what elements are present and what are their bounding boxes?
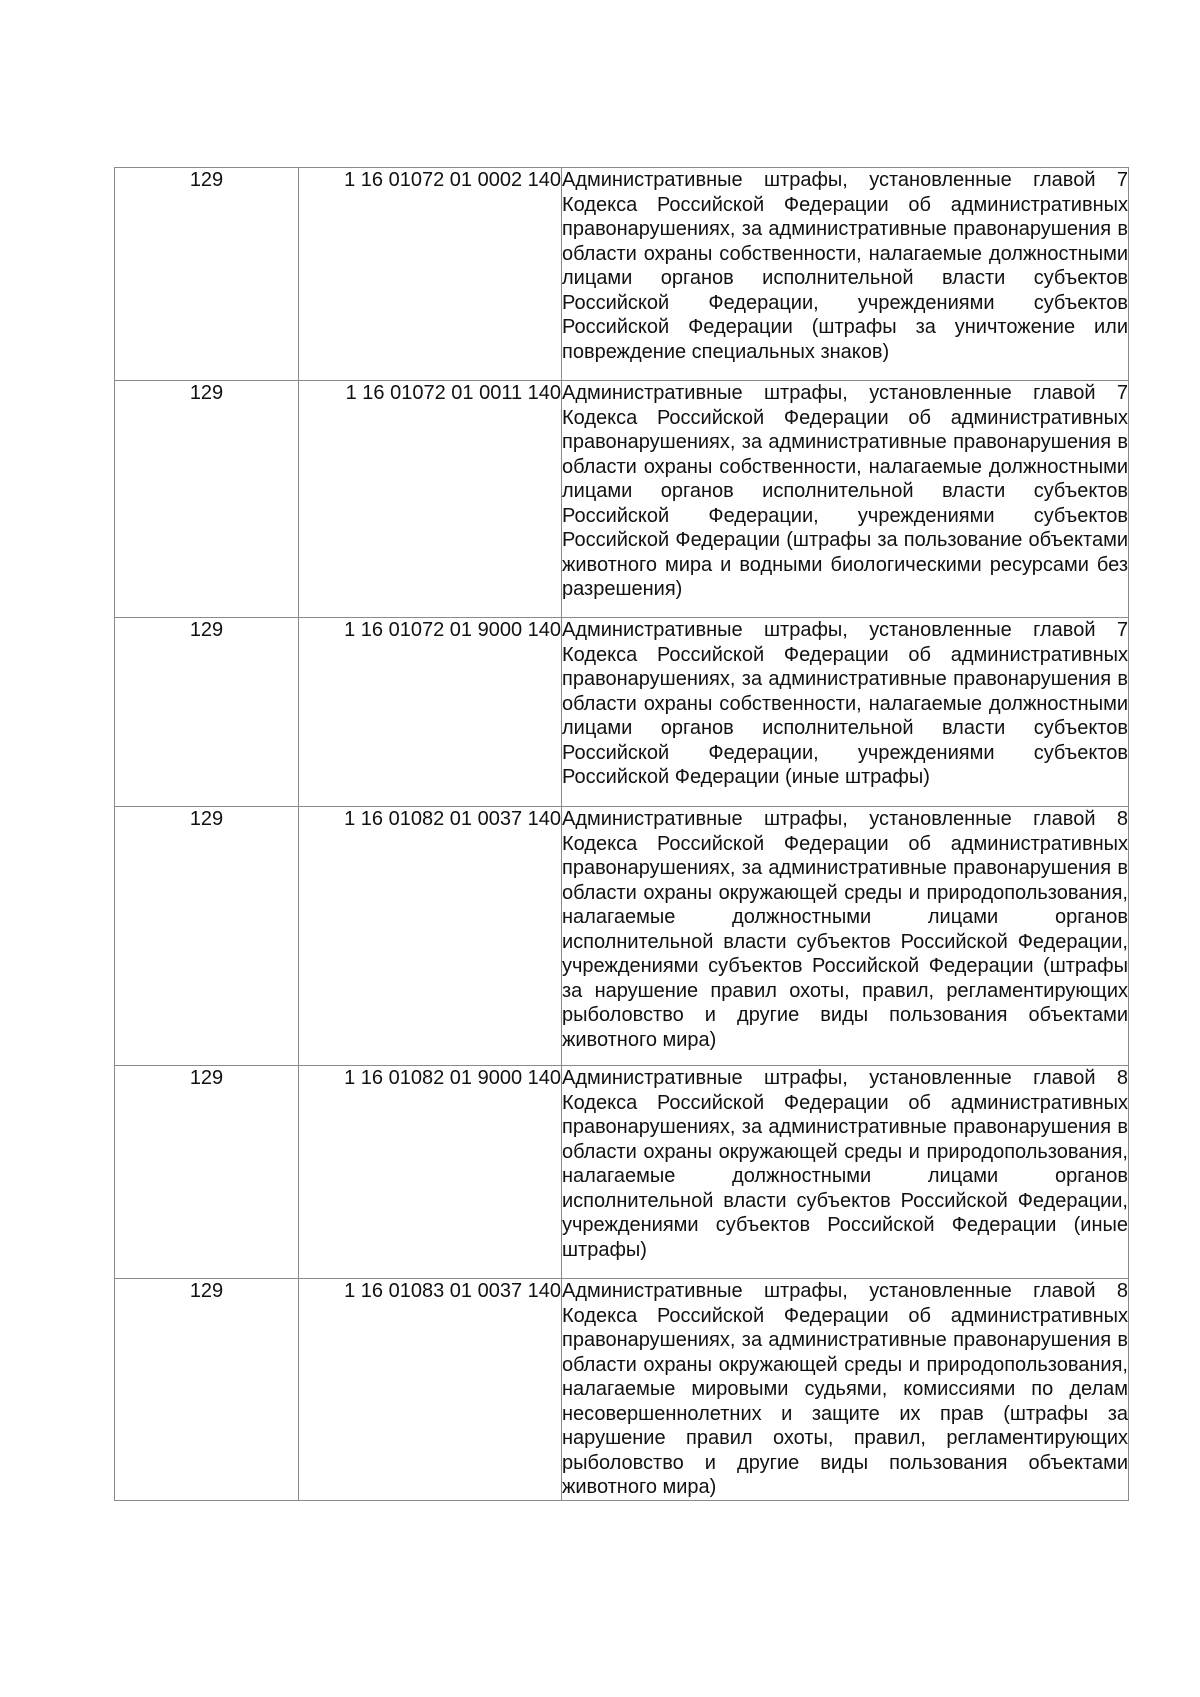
budget-code-cell: 1 16 01072 01 0011 140 — [299, 381, 562, 618]
description-text: Административные штрафы, установленные главой 8 Кодекса Российской Федерации об административных правонарушениях, за административные правонарушения в области охраны окружающей среды и природопользования, налагаемые должностными лицами органов исполнительной власти субъектов Российской Федерации, учреждениями субъектов Российской Федерации (штрафы за нарушение правил охоты, правил, регламентирующих рыболовство и другие виды пользования объектами животного мира) — [562, 808, 1128, 1051]
budget-codes-table — [114, 167, 1129, 1501]
table-row — [115, 618, 1129, 807]
budget-code-cell: 1 16 01082 01 0037 140 — [299, 807, 562, 1066]
table-row — [115, 168, 1129, 381]
table-row — [115, 807, 1129, 1066]
admin-code-cell: 129 — [115, 807, 299, 1066]
table-row — [115, 1279, 1129, 1501]
budget-code-cell: 1 16 01083 01 0037 140 — [299, 1279, 562, 1501]
description-text: Административные штрафы, установленные главой 7 Кодекса Российской Федерации об административных правонарушениях, за административные правонарушения в области охраны собственности, налагаемые должностными лицами органов исполнительной власти субъектов Российской Федерации, учреждениями субъектов Российской Федерации (иные штрафы) — [562, 619, 1128, 788]
budget-code-cell: 1 16 01082 01 9000 140 — [299, 1066, 562, 1279]
admin-code-cell: 129 — [115, 1279, 299, 1501]
description-cell — [562, 807, 1129, 1066]
admin-code-cell: 129 — [115, 618, 299, 807]
description-cell — [562, 1279, 1129, 1501]
budget-code-cell: 1 16 01072 01 9000 140 — [299, 618, 562, 807]
description-text: Административные штрафы, установленные главой 8 Кодекса Российской Федерации об административных правонарушениях, за административные правонарушения в области охраны окружающей среды и природопользования, налагаемые мировыми судьями, комиссиями по делам несовершеннолетних и защите их прав (штрафы за нарушение правил охоты, правил, регламентирующих рыболовство и другие виды пользования объектами животного мира) — [562, 1280, 1128, 1498]
budget-code-cell: 1 16 01072 01 0002 140 — [299, 168, 562, 381]
description-cell — [562, 618, 1129, 807]
description-text: Административные штрафы, установленные главой 8 Кодекса Российской Федерации об административных правонарушениях, за административные правонарушения в области охраны окружающей среды и природопользования, налагаемые должностными лицами органов исполнительной власти субъектов Российской Федерации, учреждениями субъектов Российской Федерации (иные штрафы) — [562, 1067, 1128, 1261]
admin-code-cell: 129 — [115, 1066, 299, 1279]
description-cell — [562, 381, 1129, 618]
admin-code-cell: 129 — [115, 381, 299, 618]
admin-code-cell: 129 — [115, 168, 299, 381]
description-cell — [562, 1066, 1129, 1279]
description-text: Административные штрафы, установленные главой 7 Кодекса Российской Федерации об административных правонарушениях, за административные правонарушения в области охраны собственности, налагаемые должностными лицами органов исполнительной власти субъектов Российской Федерации, учреждениями субъектов Российской Федерации (штрафы за пользование объектами животного мира и водными биологическими ресурсами без разрешения) — [562, 382, 1128, 600]
description-cell — [562, 168, 1129, 381]
table-row — [115, 1066, 1129, 1279]
description-text: Административные штрафы, установленные главой 7 Кодекса Российской Федерации об административных правонарушениях, за административные правонарушения в области охраны собственности, налагаемые должностными лицами органов исполнительной власти субъектов Российской Федерации, учреждениями субъектов Российской Федерации (штрафы за уничтожение или повреждение специальных знаков) — [562, 169, 1128, 363]
table-row — [115, 381, 1129, 618]
